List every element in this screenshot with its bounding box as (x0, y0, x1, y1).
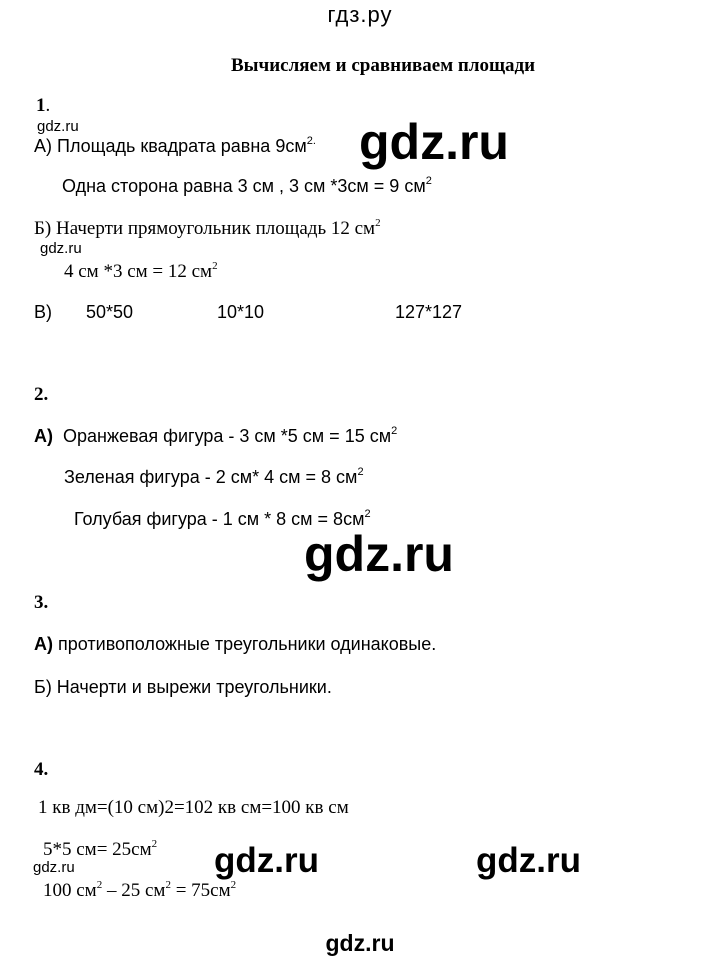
watermark-big: gdz.ru (359, 114, 509, 170)
task1-v-item: 10*10 (217, 302, 265, 322)
task2-green-sup: 2 (357, 466, 364, 478)
task1-a-detail-sup: 2 (425, 175, 432, 187)
watermark-mid: gdz.ru (476, 841, 581, 880)
task1-v-label: В) (34, 302, 52, 322)
task4-line3-sup: 2 (96, 879, 103, 891)
task1-a-detail-text: Одна сторона равна 3 см , 3 см *3см = 9 см (62, 176, 426, 196)
task1-number-digit: 1 (36, 95, 46, 116)
task2-a-label: А) (34, 426, 53, 446)
task4-line2 (43, 839, 157, 861)
task4-line1: 1 кв дм=(10 см)2=102 кв см=100 кв см (38, 797, 349, 818)
task2-a-text: Оранжевая фигура - 3 см *5 см = 15 см (63, 426, 392, 446)
site-header: гдз.ру (327, 2, 393, 27)
task4-line3-part: = 75см (170, 880, 231, 901)
task4-line3-part: – 25 см (102, 880, 166, 901)
task3-a-text: противоположные треугольники одинаковые. (58, 634, 437, 654)
task1-b-detail-text: 4 см *3 см = 12 см (64, 261, 213, 282)
task1-b-text: Б) Начерти прямоугольник площадь 12 см (34, 218, 376, 239)
task1-a-detail (62, 176, 432, 197)
task1-v-item: 127*127 (395, 302, 463, 322)
task4-line3-sup: 2 (230, 879, 237, 891)
task1-a-text: А) Площадь квадрата равна 9см (34, 136, 307, 156)
task3-b: Б) Начерти и вырежи треугольники. (34, 677, 332, 697)
task4-line3-sup: 2 (165, 879, 171, 891)
task1-number (36, 95, 50, 117)
task4-line3 (43, 880, 236, 902)
task2-green-text: Зеленая фигура - 2 см* 4 см = 8 см (64, 467, 358, 487)
task1-v-item: 50*50 (86, 302, 134, 322)
watermark-small: gdz.ru (33, 859, 75, 876)
task1-b-detail-sup: 2 (212, 260, 218, 272)
page-title: Вычисляем и сравниваем площади (231, 55, 536, 76)
task3-a-label: А) (34, 634, 53, 654)
watermark-big: gdz.ru (304, 526, 454, 582)
task4-line2-sup: 2 (151, 838, 158, 850)
watermark-small: gdz.ru (40, 240, 82, 257)
task4-line3-part: 100 см (43, 880, 97, 901)
task1-a (34, 136, 316, 157)
task3-a (34, 634, 436, 655)
watermark-mid: gdz.ru (214, 841, 319, 880)
watermark-small: gdz.ru (37, 118, 79, 135)
task2-number: 2. (34, 384, 49, 405)
task2-a-sup: 2 (391, 425, 398, 437)
task1-number-dot: . (45, 95, 51, 116)
task1-b-sup: 2 (375, 217, 381, 229)
task2-blue-sup: 2 (364, 508, 371, 520)
task1-b-detail (64, 261, 218, 283)
task3-number: 3. (34, 592, 49, 613)
task1-b (34, 218, 381, 240)
watermark-footer: gdz.ru (325, 930, 395, 956)
task1-a-sup: 2. (306, 135, 316, 147)
task2-blue-text: Голубая фигура - 1 см * 8 см = 8см (74, 509, 365, 529)
task4-line2-text: 5*5 см= 25см (43, 839, 152, 860)
task4-number: 4. (34, 759, 49, 780)
task2-a (34, 426, 397, 447)
task2-green (64, 467, 364, 488)
